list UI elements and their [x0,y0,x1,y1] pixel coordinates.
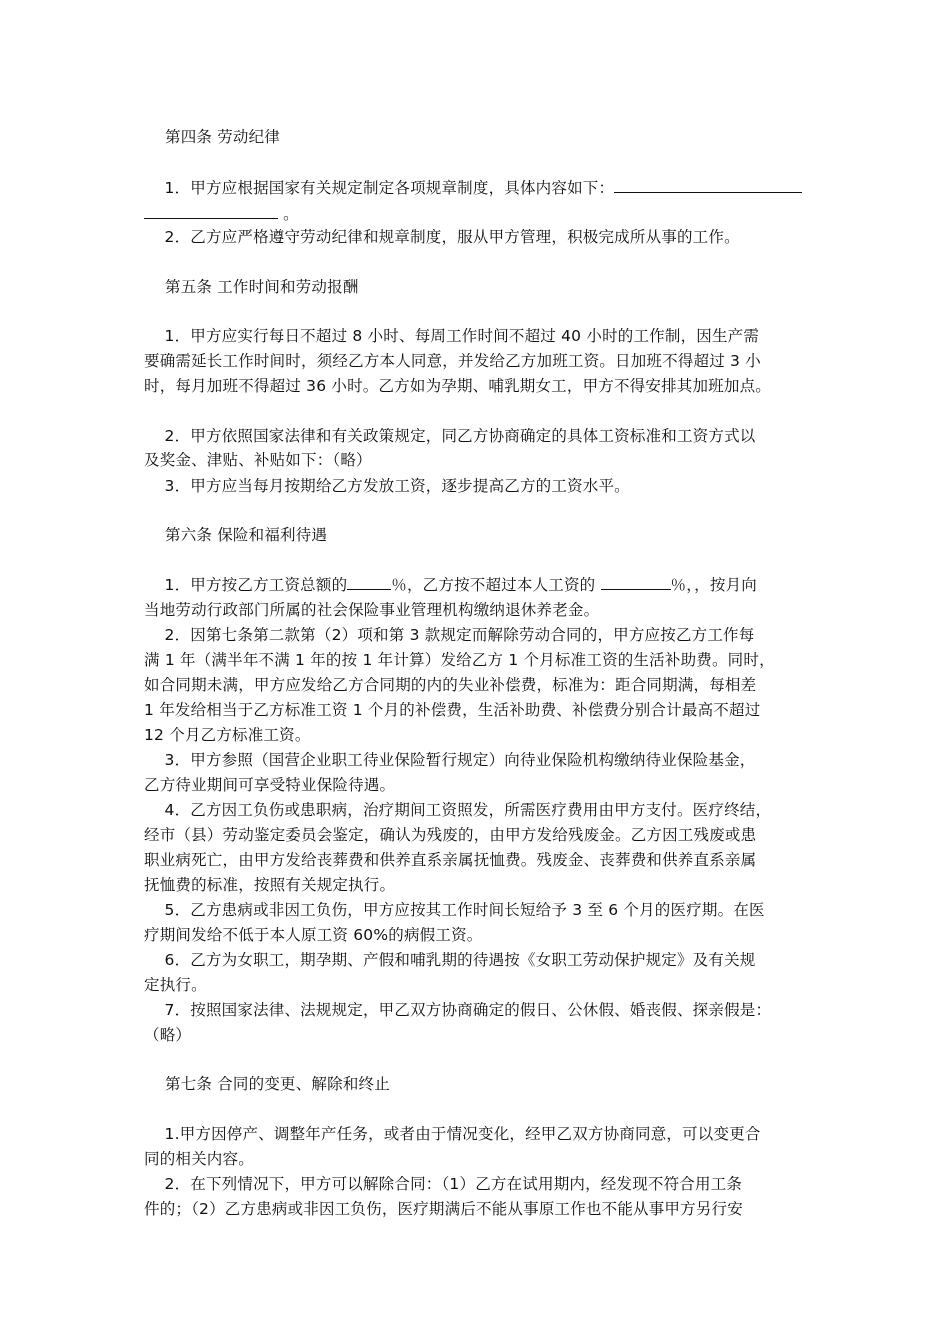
section-4-item-2: 2．乙方应严格遵守劳动纪律和规章制度，服从甲方管理，积极完成所从事的工作。 [164,228,740,246]
section-4-item-1-text: 1．甲方应根据国家有关规定制定各项规章制度，具体内容如下： [164,179,615,197]
section-6-item-3-line-1: 3．甲方参照（国营企业职工待业保险暂行规定）向待业保险机构缴纳待业保险基金， [164,751,756,769]
section-5-item-2-line-1: 2．甲方依照国家法律和有关政策规定，同乙方协商确定的具体工资标准和工资方式以 [164,427,756,445]
fill-in-blank [144,203,278,219]
section-6-item-2-line-3: 如合同期未满，甲方应发给乙方合同期的内的失业补偿费，标准为：距合同期满，每相差 [144,676,757,694]
section-6-item-2-line-4: 1 年发给相当于乙方标准工资 1 个月的补偿费，生活补助费、补偿费分别合计最高不超过 [144,701,761,719]
section-6-item-1-line-1: 1．甲方按乙方工资总额的 ％，乙方按不超过本人工资的 ％，，按月向 [164,576,757,594]
section-6-item-4-line-2: 经市（县）劳动鉴定委员会鉴定，确认为残废的，由甲方发给残废金。乙方因工残废或患 [144,826,757,844]
section-5-title: 第五条 工作时间和劳动报酬 [165,278,359,296]
section-5-item-3: 3．甲方应当每月按期给乙方发放工资，逐步提高乙方的工资水平。 [164,477,630,495]
fill-in-blank [347,574,391,590]
section-5-item-1-line-3: 时，每月加班不得超过 36 小时。乙方如为孕期、哺乳期女工，甲方不得安排其加班加点。 [144,377,771,395]
section-6-title: 第六条 保险和福利待遇 [165,526,328,544]
section-6-item-2-line-5: 12 个月乙方标准工资。 [144,726,311,744]
section-7-item-2-line-2: 件的；（2）乙方患病或非因工负伤，医疗期满后不能从事原工作也不能从事甲方另行安 [144,1200,743,1218]
section-6-item-5-line-1: 5．乙方患病或非因工负伤，甲方应按其工作时间长短给予 3 至 6 个月的医疗期。在医 [164,901,765,919]
section-6-item-4-line-3: 职业病死亡，由甲方发给丧葬费和供养直系亲属抚恤费。残废金、丧葬费和供养直系亲属 [144,851,757,869]
section-5-item-1-line-1: 1．甲方应实行每日不超过 8 小时、每周工作时间不超过 40 小时的工作制，因生产需 [164,327,760,345]
section-6-item-6-line-2: 定执行。 [144,976,207,994]
section-5-item-1-line-2: 要确需延长工作时间时，须经乙方本人同意，并发给乙方加班工资。日加班不得超过 3 小 [144,352,761,370]
section-7-item-1-line-2: 同的相关内容。 [144,1150,254,1168]
section-6-item-5-line-2: 疗期间发给不低于本人原工资 60%的病假工资。 [144,926,483,944]
fill-in-blank [614,177,802,193]
section-6-item-7-line-2: （略） [144,1026,192,1044]
section-7-item-1-line-1: 1.甲方因停产、调整年产任务，或者由于情况变化，经甲乙双方协商同意，可以变更合 [164,1125,761,1143]
section-7-item-2-line-1: 2．在下列情况下，甲方可以解除合同：（1）乙方在试用期内，经发现不符合用工条 [164,1175,743,1193]
section-4-item-1-cont: 。 [144,203,299,225]
section-6-item-6-line-1: 6．乙方为女职工，期孕期、产假和哺乳期的待遇按《女职工劳动保护规定》及有关规 [164,951,756,969]
section-4-title: 第四条 劳动纪律 [165,128,281,146]
section-4-item-1 [144,177,802,199]
section-6-item-7-line-1: 7．按照国家法律、法规规定，甲乙双方协商确定的假日、公休假、婚丧假、探亲假是： [164,1001,772,1019]
section-6-item-4-line-1: 4．乙方因工负伤或患职病，治疗期间工资照发，所需医疗费用由甲方支付。医疗终结， [164,801,772,819]
section-6-item-1-line-2: 当地劳动行政部门所属的社会保险事业管理机构缴纳退休养老金。 [144,601,600,619]
section-5-item-2-line-2: 及奖金、津贴、补贴如下：（略） [144,451,372,469]
section-6-item-3-line-2: 乙方待业期间可享受特业保险待遇。 [144,776,396,794]
fill-in-blank [601,574,671,590]
section-6-item-2-line-2: 满 1 年（满半年不满 1 年的按 1 年计算）发给乙方 1 个月标准工资的生活补助费。同时， [144,651,775,669]
section-7-title: 第七条 合同的变更、解除和终止 [165,1075,390,1093]
section-6-item-4-line-4: 抚恤费的标准，按照有关规定执行。 [144,876,396,894]
section-6-item-2-line-1: 2．因第七条第二款第（2）项和第 3 款规定而解除劳动合同的，甲方应按乙方工作每 [164,626,755,644]
